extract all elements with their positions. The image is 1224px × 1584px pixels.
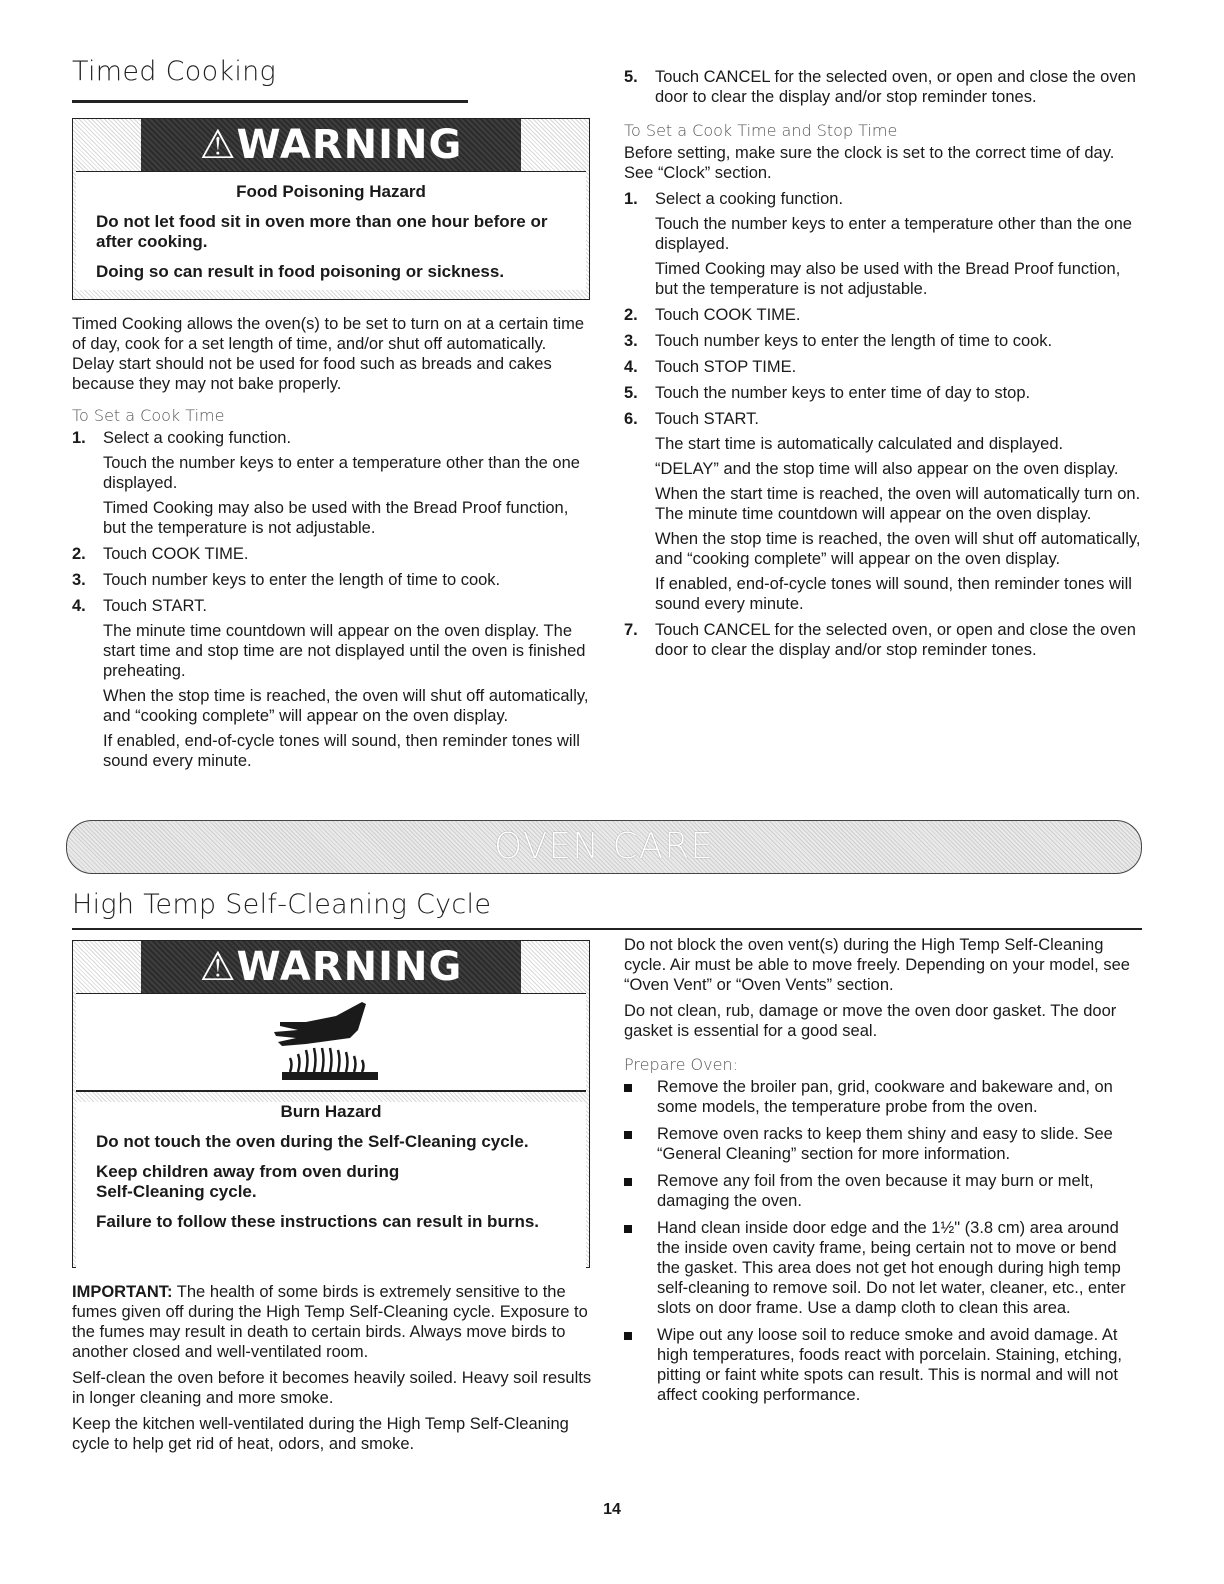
warning-line-3: Failure to follow these instructions can result in burns. xyxy=(96,1212,540,1231)
list-item: 2. Touch COOK TIME. xyxy=(72,545,249,563)
list-item: 6. Touch START. The start time is automatically calculated and displayed. “DELAY” and the stop time will also appear on the oven display. When the start time is reached, the oven will automatically turn on. The minute time countdown will appear on the oven display. When the stop time is reached, the oven will shut off automatically, and “cooking complete” will appear on the oven display. If enabled, end-of-cycle tones will sound, then reminder tones will sound every minute. xyxy=(624,410,1141,613)
warning-line-1: Do not touch the oven during the Self-Cleaning cycle. xyxy=(96,1132,529,1151)
page-number: 14 xyxy=(603,1501,621,1518)
prepare-oven-subtitle: Prepare Oven: xyxy=(624,1055,738,1074)
oven-care-banner: OVEN CARE xyxy=(66,820,1142,874)
timed-cooking-right-column xyxy=(624,67,1144,666)
important-paragraph xyxy=(72,1282,592,1362)
self-clean-rule xyxy=(72,928,1142,930)
list-item: 3. Touch number keys to enter the length of time to cook. xyxy=(72,571,501,589)
list-item: Hand clean inside door edge and the 1½" (3.8 cm) area around the inside oven cavity frame, being certain not to move or bend the gasket. This area does not get hot enough during high temp self-cleaning to remove soil. Do not let water, cleaner, etc., enter slots on door frame. Use a damp cloth to clean this area. xyxy=(624,1218,1144,1318)
self-clean-left-column xyxy=(72,1282,592,1460)
list-item: 5. Touch CANCEL for the selected oven, or open and close the oven door to clear the display and/or stop reminder tones. xyxy=(624,68,1136,106)
food-poisoning-warning xyxy=(72,118,590,300)
warning-body xyxy=(76,171,586,290)
self-clean-title: High Temp Self-Cleaning Cycle xyxy=(72,889,492,920)
burn-warning xyxy=(72,940,590,1268)
warning-hazard: Food Poisoning Hazard xyxy=(236,182,426,201)
timed-cooking-intro: Timed Cooking allows the oven(s) to be set to turn on at a certain time of day, cook for a set length of time, and/or shut off automatically. Delay start should not be used for food such as breads and cakes because they may not bake properly. xyxy=(72,315,585,393)
warning-line-2: Doing so can result in food poisoning or sickness. xyxy=(96,262,505,281)
important-label: IMPORTANT: xyxy=(72,1283,173,1301)
list-item: 1. Select a cooking function. Touch the number keys to enter a temperature other than the one displayed. Timed Cooking may also be used with the Bread Proof function, but the temperature is not adjustable. xyxy=(72,429,580,537)
self-clean-para-2: Self-clean the oven before it becomes heavily soiled. Heavy soil results in longer cleaning and more smoke. xyxy=(72,1369,592,1407)
list-item: 2. Touch COOK TIME. xyxy=(624,306,801,324)
warning-triangle-icon: ⚠ xyxy=(199,122,237,168)
title-rule xyxy=(72,100,468,103)
self-clean-para-3: Keep the kitchen well-ventilated during the High Temp Self-Cleaning cycle to help get rid of heat, odors, and smoke. xyxy=(72,1415,569,1453)
warning-header xyxy=(141,119,521,171)
warning-label: WARNING xyxy=(236,122,463,168)
list-item: 7. Touch CANCEL for the selected oven, or open and close the oven door to clear the display and/or stop reminder tones. xyxy=(624,621,1136,659)
list-item: 3. Touch number keys to enter the length of time to cook. xyxy=(624,332,1053,350)
list-item: 1. Select a cooking function. Touch the number keys to enter a temperature other than the one displayed. Timed Cooking may also be used with the Bread Proof function, but the temperature is not adjustable. xyxy=(624,190,1132,298)
warning-hazard: Burn Hazard xyxy=(280,1102,382,1121)
warning-line-2: Keep children away from oven during Self-Cleaning cycle. xyxy=(96,1162,400,1201)
list-item: 4. Touch START. The minute time countdown will appear on the oven display. The start time and stop time are not displayed until the oven is finished preheating. When the stop time is reached, the oven will shut off automatically, and “cooking complete” will appear on the oven display. If enabled, end-of-cycle tones will sound, then reminder tones will sound every minute. xyxy=(72,597,589,770)
self-clean-right-column xyxy=(624,935,1144,1412)
burn-pictogram-panel xyxy=(76,993,586,1092)
list-item: 4. Touch STOP TIME. xyxy=(624,358,797,376)
self-clean-right-para-1: Do not block the oven vent(s) during the High Temp Self-Cleaning cycle. Air must be able to move freely. Depending on your model, see “Oven Vent” or “Oven Vents” section. xyxy=(624,936,1130,994)
warning-body xyxy=(76,1102,586,1270)
important-text: The health of some birds is extremely sensitive to the fumes given off during the High Temp Self-Cleaning cycle. Exposure to the fumes may result in death to certain birds. Always move birds to another closed and well-ventilated room. xyxy=(72,1283,588,1361)
warning-triangle-icon: ⚠ xyxy=(199,944,237,990)
list-item: Remove oven racks to keep them shiny and easy to slide. See “General Cleaning” section for more information. xyxy=(624,1124,1144,1164)
warning-line-1: Do not let food sit in oven more than one hour before or after cooking. xyxy=(96,212,548,251)
warning-header xyxy=(141,941,521,993)
cook-stop-time-steps xyxy=(624,189,1144,660)
list-item: Remove any foil from the oven because it may burn or melt, damaging the oven. xyxy=(624,1171,1144,1211)
cook-stop-time-intro: Before setting, make sure the clock is set to the correct time of day. See “Clock” section. xyxy=(624,144,1115,182)
cook-time-steps xyxy=(72,428,592,771)
cook-time-steps-cont xyxy=(624,67,1144,107)
warning-label: WARNING xyxy=(236,944,463,990)
list-item: Remove the broiler pan, grid, cookware and bakeware and, on some models, the temperature probe from the oven. xyxy=(624,1077,1144,1117)
hot-hand-icon xyxy=(266,1000,396,1086)
list-item: Wipe out any loose soil to reduce smoke and avoid damage. At high temperatures, foods react with porcelain. Staining, etching, pitting or faint white spots can result. This is normal and will not affect cooking performance. xyxy=(624,1325,1144,1405)
self-clean-right-para-2: Do not clean, rub, damage or move the oven door gasket. The door gasket is essential for a good seal. xyxy=(624,1002,1117,1040)
timed-cooking-left-column xyxy=(72,314,592,777)
list-item: 5. Touch the number keys to enter time of day to stop. xyxy=(624,384,1031,402)
prepare-oven-list xyxy=(624,1077,1144,1405)
cook-time-subtitle: To Set a Cook Time xyxy=(72,406,225,425)
cook-stop-time-subtitle: To Set a Cook Time and Stop Time xyxy=(624,121,898,140)
timed-cooking-title: Timed Cooking xyxy=(72,56,277,87)
